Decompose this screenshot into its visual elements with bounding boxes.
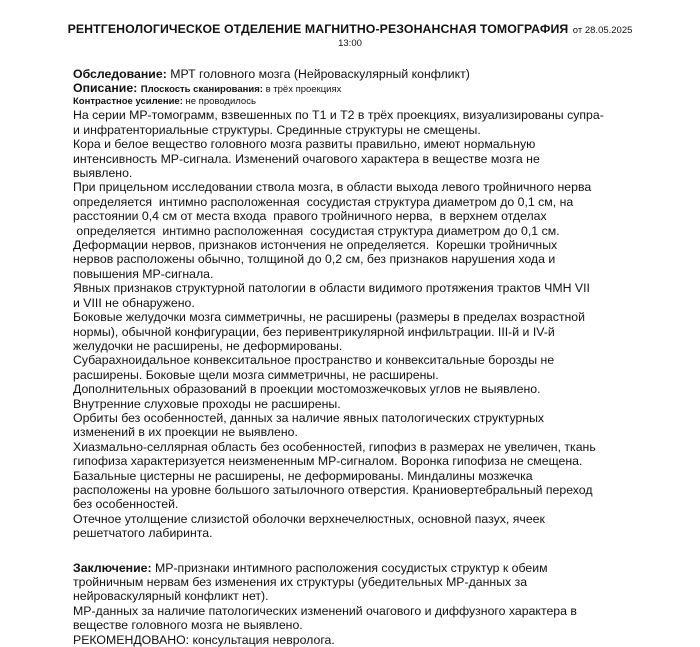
contrast-value: не проводилось xyxy=(182,96,256,108)
text-line: расположены на уровне большого затылочного отверстия. Краниовертебральный переход xyxy=(73,482,593,497)
text-line: Хиазмально-селлярная область без особенностей, гипофиз в размерах не увеличен, ткань xyxy=(73,439,596,454)
conclusion-first-line: МР-признаки интимного расположения сосудистых структур к обеим xyxy=(151,560,548,575)
scan-plane-value: в трёх проекциях xyxy=(262,84,342,96)
text-line: Орбиты без особенностей, данных за наличие явных патологических структурных xyxy=(73,410,545,425)
text-line: Базальные цистерны не расширены, не деформированы. Миндалины мозжечка xyxy=(73,468,533,483)
department-title: РЕНТГЕНОЛОГИЧЕСКОЕ ОТДЕЛЕНИЕ МАГНИТНО-РЕЗОНАНСНАЯ ТОМОГРАФИЯ xyxy=(67,22,569,36)
description-label: Описание: xyxy=(73,81,138,96)
contrast-label: Контрастное усиление: xyxy=(73,96,183,108)
text-line: и инфратенториальные структуры. Срединные структуры не смещены. xyxy=(73,122,481,137)
description-line xyxy=(73,81,663,96)
text-line: определяется интимно расположенная сосудистая структура диаметром до 0,1 см, на xyxy=(73,194,574,209)
text-line: определяется интимно расположенная сосудистая структура диаметром до 0,1 см. xyxy=(73,223,560,238)
conclusion-text xyxy=(73,575,663,647)
conclusion-line xyxy=(73,561,663,575)
conclusion-label: Заключение: xyxy=(73,560,152,575)
text-line: нормы), обычной конфигурации, без перивентрикулярной инфильтрации. III-й и IV-й xyxy=(73,324,555,339)
text-line: нервов расположены обычно, толщиной до 0,2 см, без признаков нарушения хода и xyxy=(73,252,556,267)
text-line: гипофиза характеризуется неизмененным МР-сигналом. Воронка гипофиза не смещена. xyxy=(73,454,583,469)
report-date: от 28.05.2025 xyxy=(572,25,633,36)
header-title-line xyxy=(0,22,700,37)
text-line: интенсивность МР-сигнала. Изменений очагового характера в веществе мозга не xyxy=(73,151,540,166)
text-line: Внутренние слуховые проходы не расширены. xyxy=(73,396,341,411)
text-line: При прицельном исследовании ствола мозга, в области выхода левого тройничного нерва xyxy=(73,180,592,195)
text-line: Отечное утолщение слизистой оболочки верхнечелюстных, основной пазух, ячеек xyxy=(73,511,545,526)
text-line: тройничным нервам без изменения их структуры (убедительных МР-данных за xyxy=(73,575,528,589)
text-line: расширены. Боковые щели мозга симметричны, не расширены. xyxy=(73,367,439,382)
exam-label: Обследование: xyxy=(73,67,167,81)
text-line: Кора и белое вещество головного мозга развиты правильно, имеют нормальную xyxy=(73,137,536,152)
text-line: Дополнительных образований в проекции мостомозжечковых углов не выявлено. xyxy=(73,382,541,397)
exam-line xyxy=(73,67,663,81)
exam-value: МРТ головного мозга (Нейроваскулярный конфликт) xyxy=(166,67,470,81)
findings-text xyxy=(73,108,663,540)
text-line: нейроваскулярный конфликт нет). xyxy=(73,589,269,604)
scan-plane-label: Плоскость сканирования: xyxy=(140,84,263,96)
text-line: желудочки не расширены, не деформированы. xyxy=(73,338,343,353)
report-time: 13:00 xyxy=(338,38,362,49)
report-body xyxy=(73,67,663,647)
text-line: и VIII не обнаружено. xyxy=(73,295,195,310)
text-line: РЕКОМЕНДОВАНО: консультация невролога. xyxy=(73,632,335,647)
text-line: Субарахноидальное конвекситальное пространство и конвекситальные борозды не xyxy=(73,353,555,368)
text-line: МР-данных за наличие патологических изменений очагового и диффузного характера в xyxy=(73,603,577,618)
text-line: На серии МР-томограмм, взвешенных по T1 и T2 в трёх проекциях, визуализированы супра- xyxy=(73,108,604,123)
text-line: расстоянии 0,4 см от места входа правого тройничного нерва, в верхнем отделах xyxy=(73,209,547,224)
report-header xyxy=(0,22,700,50)
text-line: повышения МР-сигнала. xyxy=(73,266,214,281)
text-line: без особенностей. xyxy=(73,497,179,512)
text-line: изменений в их проекции не выявлено. xyxy=(73,425,298,440)
section-gap xyxy=(73,541,663,561)
text-line: Деформации нервов, признаков истончения не определяется. Корешки тройничных xyxy=(73,238,558,253)
text-line: веществе головного мозга не выявлено. xyxy=(73,618,303,633)
text-line: выявлено. xyxy=(73,166,133,181)
text-line: Явных признаков структурной патологии в области видимого протяжения трактов ЧМН VII xyxy=(73,281,590,296)
contrast-line xyxy=(73,96,663,108)
text-line: Боковые желудочки мозга симметричны, не расширены (размеры в пределах возрастной xyxy=(73,310,585,325)
text-line: решетчатого лабиринта. xyxy=(73,526,213,541)
